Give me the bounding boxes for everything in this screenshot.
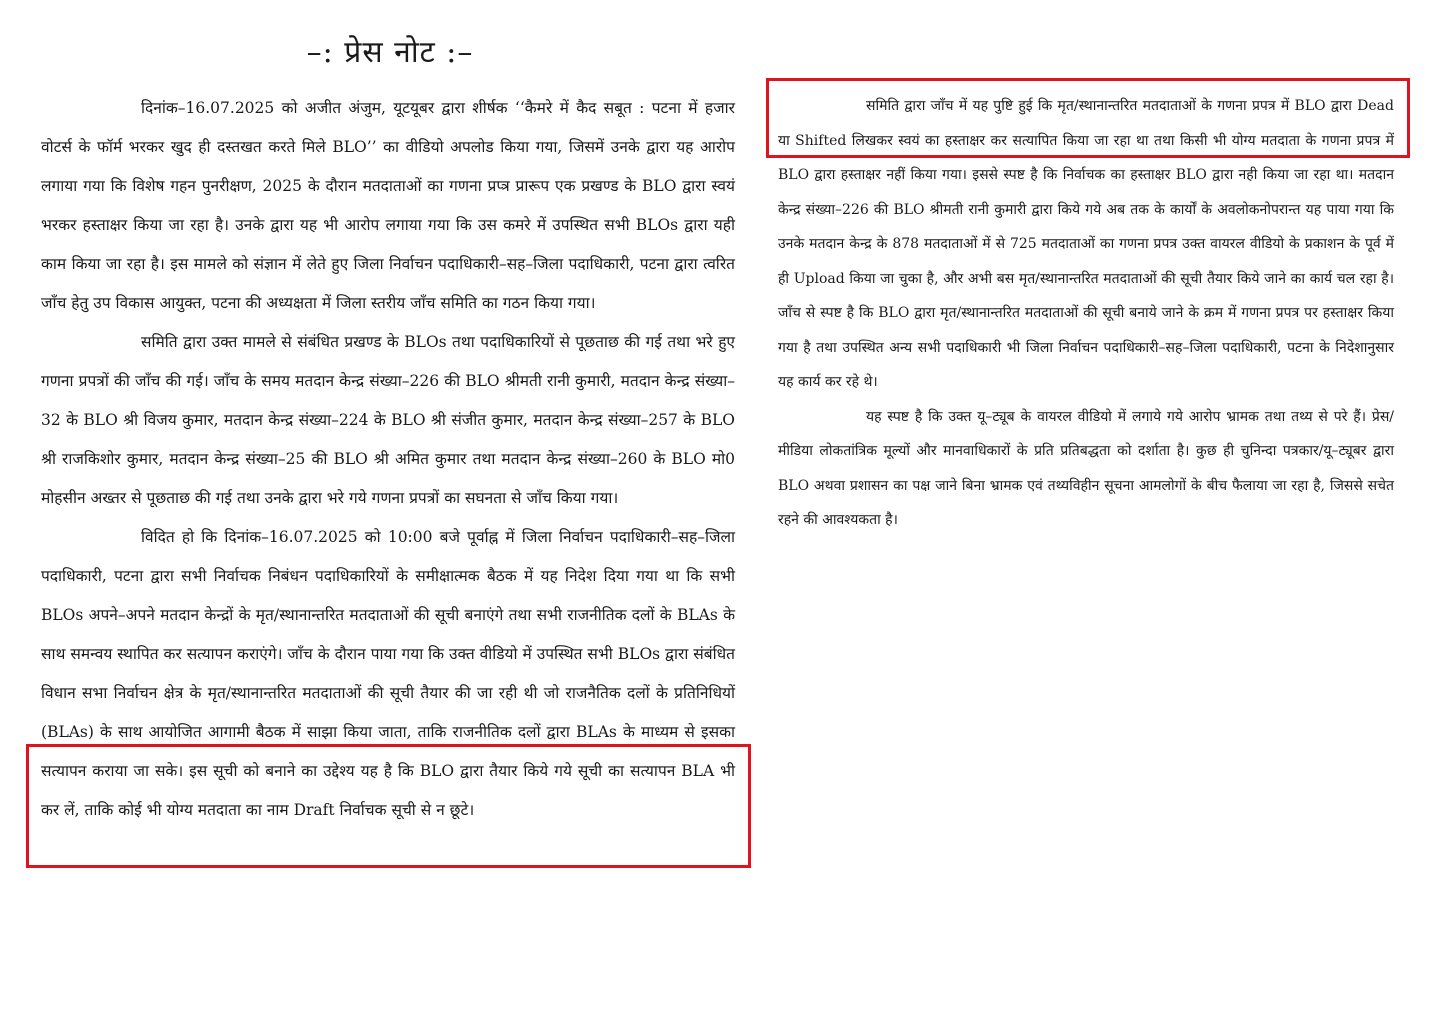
left-column (41, 89, 735, 830)
right-column (778, 89, 1394, 538)
paragraph-findings: समिति द्वारा जाँच में यह पुष्टि हुई कि मृत/स्थानान्तरित मतदाताओं के गणना प्रपत्र में BLO द्वारा Dead या Shifted लिखकर स्वयं का हस्ताक्षर कर सत्यापित किया जा रहा था तथा किसी भी योग्य मतदाता के गणना प्रपत्र में BLO द्वारा हस्ताक्षर नहीं किया गया। इससे स्पष्ट है कि निर्वाचक का हस्ताक्षर BLO द्वारा नही किया जा रहा था। मतदान केन्द्र संख्या–226 की BLO श्रीमती रानी कुमारी द्वारा किये गये अब तक के कार्यों के अवलोकनोपरान्त यह पाया गया कि उनके मतदान केन्द्र के 878 मतदाताओं में से 725 मतदाताओं का गणना प्रपत्र उक्त वायरल वीडियो के प्रकाशन के पूर्व में ही Upload किया जा चुका है, और अभी बस मृत/स्थानान्तरित मतदाताओं की सूची तैयार किये जाने का कार्य चल रहा है। जाँच से स्पष्ट है कि BLO द्वारा मृत/स्थानान्तरित मतदाताओं की सूची बनाये जाने के क्रम में गणना प्रपत्र पर हस्ताक्षर किया गया है तथा उपस्थित अन्य सभी पदाधिकारी भी जिला निर्वाचन पदाधिकारी–सह–जिला पदाधिकारी, पटना के निदेशानुसार यह कार्य कर रहे थे। (778, 98, 1394, 390)
paragraph-complaint: दिनांक–16.07.2025 को अजीत अंजुम, यूटयूबर द्वारा शीर्षक ‘‘कैमरे में कैद सबूत : पटना में हजार वोटर्स के फॉर्म भरकर खुद ही दस्तखत करते मिले BLO’’ का वीडियो अपलोड किया गया, जिसमें उनके द्वारा यह आरोप लगाया गया कि विशेष गहन पुनरीक्षण, 2025 के दौरान मतदाताओं का गणना प्रप्त्र प्रारूप एक प्रखण्ड के BLO द्वारा स्वयं भरकर हस्ताक्षर किया जा रहा है। उनके द्वारा यह भी आरोप लगाया गया कि उस कमरे में उपस्थित सभी BLOs द्वारा यही काम किया जा रहा है। इस मामले को संज्ञान में लेते हुए जिला निर्वाचन पदाधिकारी–सह–जिला पदाधिकारी, पटना द्वारा त्वरित जाँच हेतु उप विकास आयुक्त, पटना की अध्यक्षता में जिला स्तरीय जाँच समिति का गठन किया गया। (41, 99, 735, 312)
paragraph-conclusion: यह स्पष्ट है कि उक्त यू–ट्यूब के वायरल वीडियो में लगाये गये आरोप भ्रामक तथा तथ्य से परे हैं। प्रेस/मीडिया लोकतांत्रिक मूल्यों और मानवाधिकारों के प्रति प्रतिबद्धता को दर्शाता है। कुछ ही चुनिन्दा पत्रकार/यू–ट्यूबर द्वारा BLO अथवा प्रशासन का पक्ष जाने बिना भ्रामक एवं तथ्यविहीन सूचना आमलोगों के बीच फैलाया जा रहा है, जिससे सचेत रहने की आवश्यकता है। (778, 408, 1394, 528)
paragraph-inquiry: समिति द्वारा उक्त मामले से संबंधित प्रखण्ड के BLOs तथा पदाधिकारियों से पूछताछ की गई तथा भरे हुए गणना प्रपत्रों की जाँच की गई। जाँच के समय मतदान केन्द्र संख्या–226 की BLO श्रीमती रानी कुमारी, मतदान केन्द्र संख्या–32 के BLO श्री विजय कुमार, मतदान केन्द्र संख्या–224 के BLO श्री संजीत कुमार, मतदान केन्द्र संख्या–257 के BLO श्री राजकिशोर कुमार, मतदान केन्द्र संख्या–25 की BLO श्री अमित कुमार तथा मतदान केन्द्र संख्या–260 के BLO मो0 मोहसीन अख्तर से पूछताछ की गई तथा उनके द्वारा भरे गये गणना प्रपत्रों का सघनता से जाँच किया गया। (41, 333, 735, 507)
page-title: –: प्रेस नोट :– (306, 35, 474, 70)
paragraph-directive: विदित हो कि दिनांक–16.07.2025 को 10:00 बजे पूर्वाह्न में जिला निर्वाचन पदाधिकारी–सह–जिला पदाधिकारी, पटना द्वारा सभी निर्वाचक निबंधन पदाधिकारियों के समीक्षात्मक बैठक में यह निदेश दिया गया था कि सभी BLOs अपने–अपने मतदान केन्द्रों के मृत/स्थानान्तरित मतदाताओं की सूची बनाएंगे तथा सभी राजनीतिक दलों के BLAs के साथ समन्वय स्थापित कर सत्यापन कराएंगे। जाँच के दौरान पाया गया कि उक्त वीडियो में उपस्थित सभी BLOs द्वारा संबंधित विधान सभा निर्वाचन क्षेत्र के मृत/स्थानान्तरित मतदाताओं की सूची तैयार की जा रही थी जो राजनैतिक दलों के प्रतिनिधियों (BLAs) के साथ आयोजित आगामी बैठक में साझा किया जाता, ताकि राजनीतिक दलों द्वारा BLAs के माध्यम से इसका सत्यापन कराया जा सके। इस सूची को बनाने का उद्देश्य यह है कि BLO द्वारा तैयार किये गये सूची का सत्यापन BLA भी कर लें, ताकि कोई भी योग्य मतदाता का नाम Draft निर्वाचक सूची से न छूटे। (41, 528, 735, 819)
